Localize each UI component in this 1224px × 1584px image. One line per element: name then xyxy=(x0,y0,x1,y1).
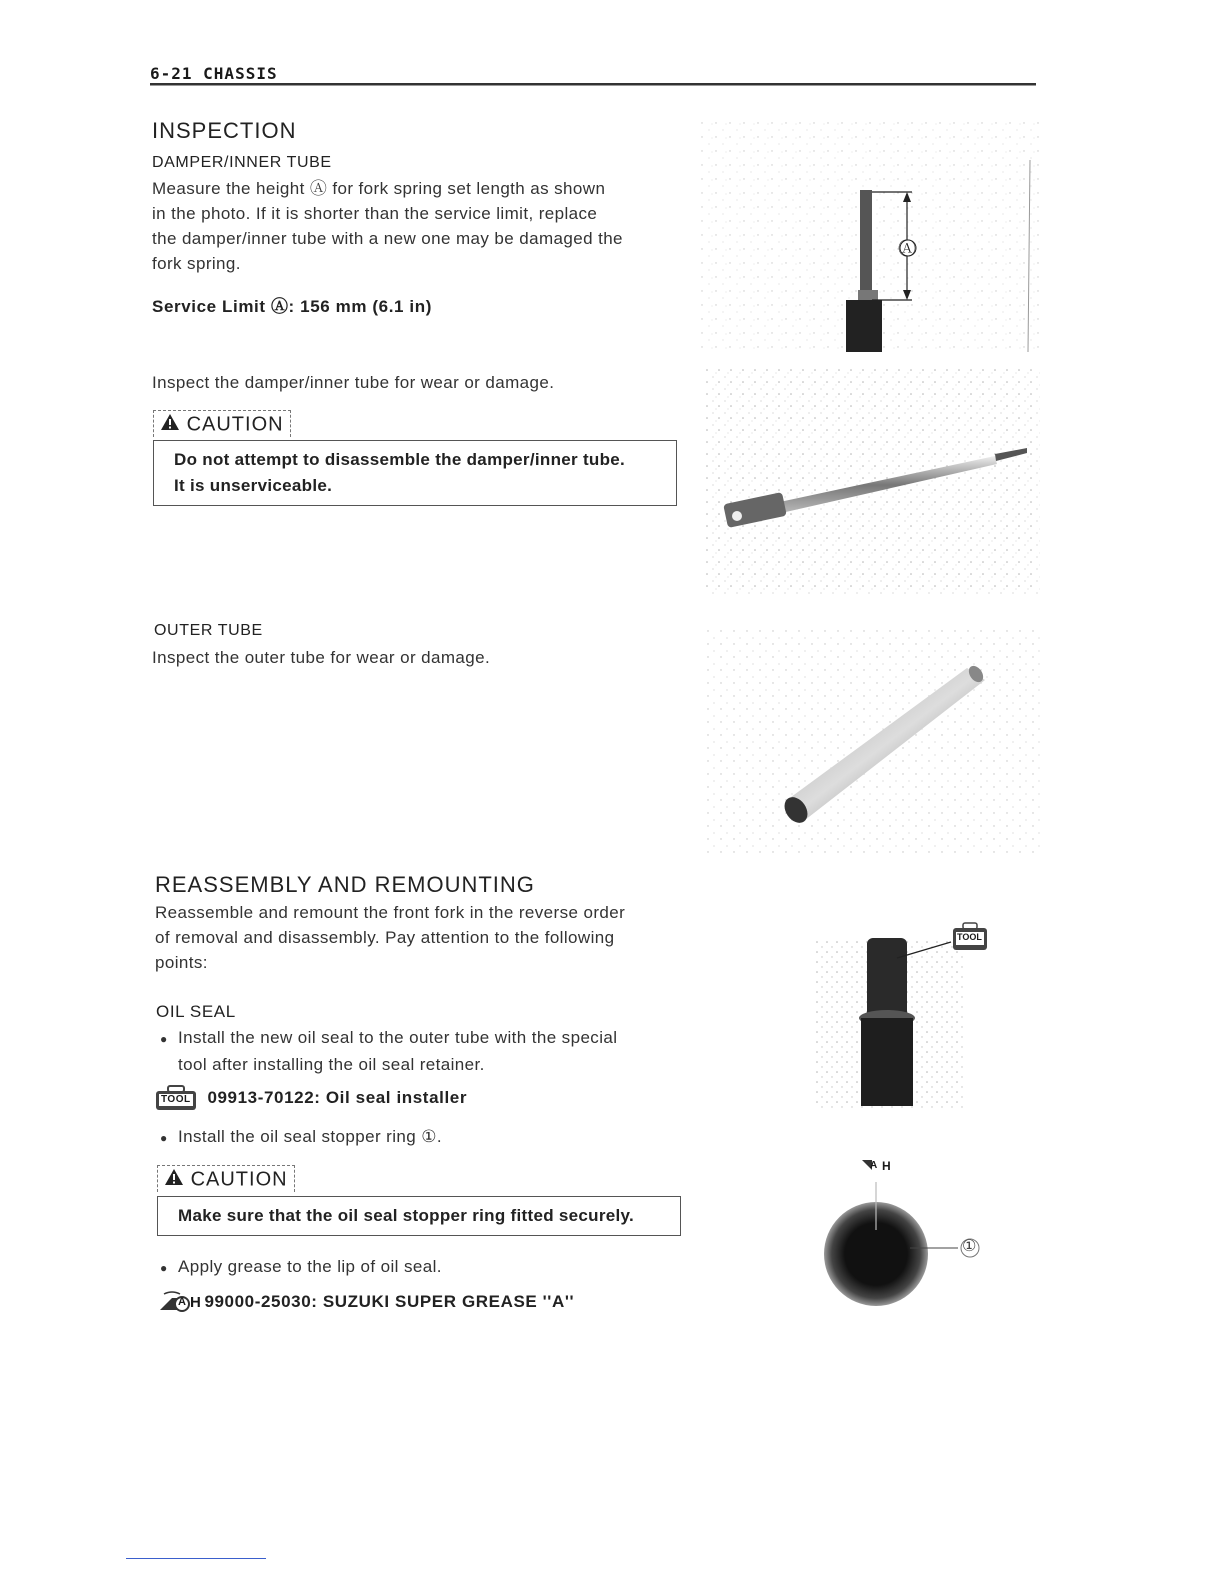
caution-box-2 xyxy=(157,1196,681,1236)
photo-oil-seal-installer xyxy=(805,920,1010,1110)
damper-para-line: in the photo. If it is shorter than the service limit, replace xyxy=(152,204,598,223)
reassembly-heading: REASSEMBLY AND REMOUNTING xyxy=(155,872,535,897)
photo-label-a: Ⓐ xyxy=(898,239,916,259)
bullet-icon: ● xyxy=(160,1131,168,1145)
caution-tab-1 xyxy=(153,410,291,437)
photo-callout-1: ① xyxy=(962,1238,977,1255)
bullet-icon: ● xyxy=(160,1261,168,1275)
warning-triangle-icon xyxy=(160,413,180,437)
bottom-rule xyxy=(126,1558,266,1559)
photo-grease-icon-letter: A xyxy=(870,1160,878,1171)
tool-line-text: 09913-70122: Oil seal installer xyxy=(207,1088,468,1107)
grease-line xyxy=(158,1290,574,1318)
reassembly-paragraph xyxy=(155,900,695,975)
oil-seal-bullet-1 xyxy=(160,1025,700,1077)
caution-line: Do not attempt to disassemble the damper/inner tube. xyxy=(174,450,626,469)
caution-line: It is unserviceable. xyxy=(174,476,333,495)
bullet-text: tool after installing the oil seal retainer. xyxy=(178,1055,485,1074)
photo-grease-icon-suffix: H xyxy=(882,1159,891,1173)
caution-box-1 xyxy=(153,440,677,506)
damper-para-line: fork spring. xyxy=(152,254,241,273)
inspection-heading: INSPECTION xyxy=(152,118,297,143)
caution-line: Make sure that the oil seal stopper ring fitted securely. xyxy=(178,1206,635,1225)
oil-seal-subheading: OIL SEAL xyxy=(156,1002,236,1021)
tool-icon-label: TOOL xyxy=(161,1094,191,1105)
outer-tube-subheading: OUTER TUBE xyxy=(154,622,263,639)
bullet-text: Install the oil seal stopper ring ①. xyxy=(178,1127,442,1146)
reassembly-para-line: Reassemble and remount the front fork in the reverse order xyxy=(155,903,626,922)
caution-tab-2 xyxy=(157,1165,295,1192)
bullet-text: Install the new oil seal to the outer tube with the special xyxy=(178,1028,618,1047)
damper-paragraph xyxy=(152,176,692,276)
inspect-damper-text: Inspect the damper/inner tube for wear or damage. xyxy=(152,373,555,392)
caution-label: CAUTION xyxy=(190,1168,288,1191)
photo-tool-icon-label: TOOL xyxy=(957,932,982,942)
service-limit: Service Limit Ⓐ: 156 mm (6.1 in) xyxy=(152,297,432,316)
grease-icon-suffix: H xyxy=(190,1294,201,1311)
damper-para-line: the damper/inner tube with a new one may be damaged the xyxy=(152,229,623,248)
bullet-text: Apply grease to the lip of oil seal. xyxy=(178,1257,442,1276)
bullet-icon: ● xyxy=(160,1032,168,1046)
reassembly-para-line: of removal and disassembly. Pay attention to the following xyxy=(155,928,615,947)
tool-line xyxy=(155,1085,467,1113)
page-header-title: 6-21 CHASSIS xyxy=(150,64,278,83)
caution-label: CAUTION xyxy=(186,413,284,436)
outer-tube-text: Inspect the outer tube for wear or damage. xyxy=(152,648,491,667)
reassembly-para-line: points: xyxy=(155,953,208,972)
photo-oil-seal-ring xyxy=(810,1150,1000,1320)
damper-subheading: DAMPER/INNER TUBE xyxy=(152,154,332,171)
warning-triangle-icon xyxy=(164,1168,184,1192)
photo-damper-inner-tube xyxy=(705,368,1040,596)
grease-line-text: 99000-25030: SUZUKI SUPER GREASE ''A'' xyxy=(204,1292,575,1311)
oil-seal-bullet-2 xyxy=(160,1124,442,1151)
damper-para-line: Measure the height Ⓐ for fork spring set length as shown xyxy=(152,179,606,198)
grease-icon-letter: A xyxy=(178,1296,186,1308)
photo-damper-height xyxy=(700,120,1040,352)
photo-outer-tube xyxy=(705,628,1040,856)
tool-icon xyxy=(155,1085,197,1111)
grease-icon xyxy=(158,1290,200,1314)
header-rule xyxy=(150,83,1036,86)
oil-seal-bullet-3 xyxy=(160,1254,442,1281)
